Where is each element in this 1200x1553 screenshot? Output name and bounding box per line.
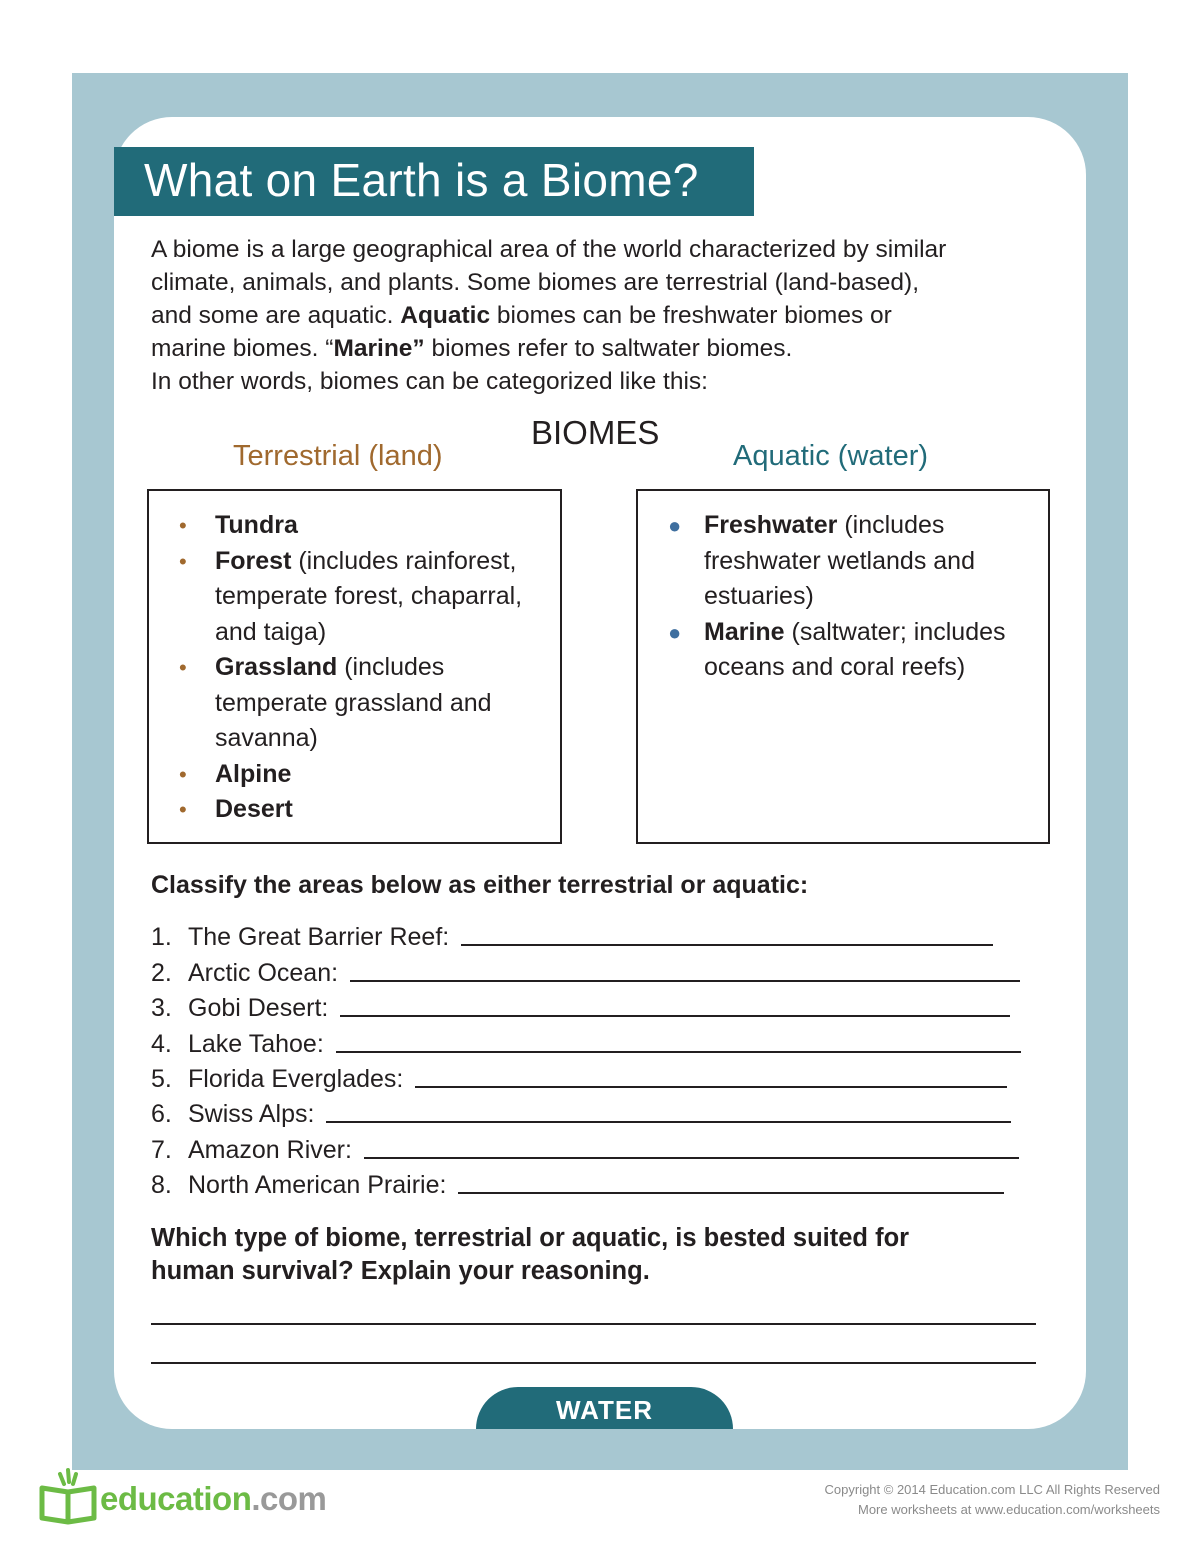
question-row: 2. Arctic Ocean: [151,952,1041,987]
answer-blank[interactable] [350,958,1020,982]
question-row: 3. Gobi Desert: [151,988,1041,1023]
bullet-icon: • [179,797,187,822]
question-list [151,917,1041,1200]
answer-blank[interactable] [461,922,993,946]
question-row: 7. Amazon River: [151,1129,1041,1164]
bullet-icon: • [179,513,187,538]
water-tab-label: WATER [556,1395,653,1425]
question-row: 5. Florida Everglades: [151,1059,1041,1094]
marine-term: Marine” [333,335,425,362]
question-row: 8. North American Prairie: [151,1165,1041,1200]
aquatic-term: Aquatic [400,302,491,329]
more-worksheets-line: More worksheets at www.education.com/worksheets [857,1502,1160,1517]
list-item: ● Freshwater (includes freshwater wetlands and estuaries) [704,508,1049,615]
aquatic-heading: Aquatic (water) [733,440,929,472]
answer-blank[interactable] [458,1170,1004,1194]
terrestrial-heading: Terrestrial (land) [233,440,443,472]
copyright-notice [825,1480,1160,1520]
copyright-line: Copyright © 2014 Education.com LLC All Rights Reserved [824,1482,1160,1497]
answer-blank[interactable] [336,1029,1021,1053]
bullet-icon: • [179,761,187,787]
title-bar [114,147,754,216]
answer-blank[interactable] [326,1099,1011,1123]
question-row: 4. Lake Tahoe: [151,1023,1041,1058]
terrestrial-list [179,508,560,828]
intro-paragraph [151,233,1071,398]
reasoning-question [151,1222,1051,1288]
intro-line: In other words, biomes can be categorized like this: [151,368,708,395]
bullet-icon: ● [668,513,682,538]
bullet-icon: ● [668,619,682,645]
question-line: human survival? Explain your reasoning. [151,1257,650,1285]
reasoning-answer-line[interactable] [151,1323,1036,1325]
page-title: What on Earth is a Biome? [144,154,699,206]
intro-line: and some are aquatic. Aquatic biomes can be freshwater biomes or [151,302,892,329]
question-row: 6. Swiss Alps: [151,1094,1041,1129]
bullet-icon: • [179,548,187,574]
intro-line: A biome is a large geographical area of the world characterized by similar [151,236,947,263]
reasoning-answer-line[interactable] [151,1362,1036,1364]
education-logo [38,1466,328,1526]
list-item: • Desert [215,792,560,828]
classify-prompt: Classify the areas below as either terrestrial or aquatic: [151,871,809,899]
logo-wordmark: education.com [100,1480,327,1517]
terrestrial-box [147,489,562,844]
aquatic-list [668,508,1049,686]
list-item: • Alpine [215,757,560,793]
answer-blank[interactable] [415,1064,1007,1088]
aquatic-box [636,489,1050,844]
intro-line: marine biomes. “Marine” biomes refer to saltwater biomes. [151,335,793,362]
bullet-icon: • [179,655,187,680]
answer-blank[interactable] [364,1135,1019,1159]
intro-line: climate, animals, and plants. Some biomes are terrestrial (land-based), [151,269,920,296]
list-item: • Tundra [215,508,560,544]
answer-blank[interactable] [340,993,1010,1017]
question-row: 1. The Great Barrier Reef: [151,917,1041,952]
question-line: Which type of biome, terrestrial or aquatic, is bested suited for [151,1224,910,1252]
water-tab [476,1387,733,1429]
list-item: • Grassland (includes temperate grassland and savanna) [215,650,560,757]
book-icon [38,1466,100,1526]
list-item: ● Marine (saltwater; includes oceans and coral reefs) [704,615,1049,686]
biomes-heading: BIOMES [531,414,660,451]
list-item: • Forest (includes rainforest, temperate forest, chaparral, and taiga) [215,544,560,651]
